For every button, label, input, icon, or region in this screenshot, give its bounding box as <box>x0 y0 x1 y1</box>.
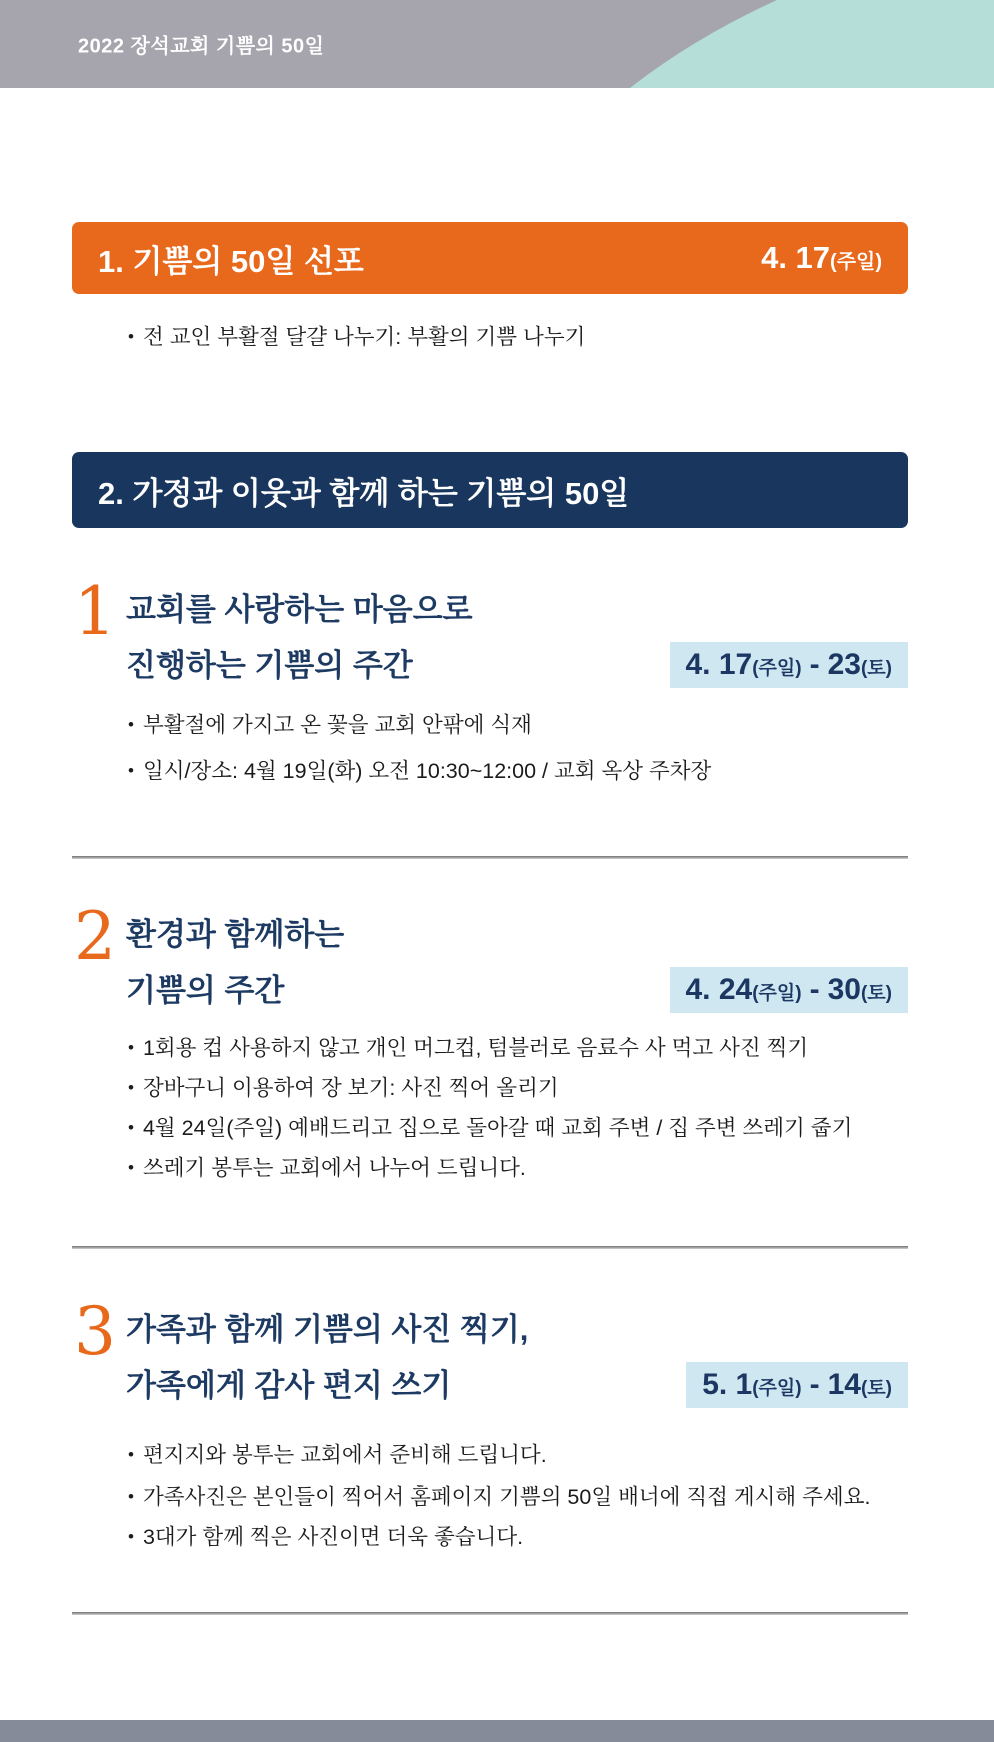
date-dash: - <box>809 648 820 681</box>
section-2-bullet: • 1회용 컵 사용하지 않고 개인 머그컵, 텀블러로 음료수 사 먹고 사진 찍기 <box>128 1035 808 1062</box>
date-dash: - <box>809 1368 820 1401</box>
date-day2: (토) <box>860 658 892 679</box>
date-day2: (토) <box>860 983 892 1004</box>
header-curve-decoration <box>574 0 994 88</box>
proclaim-banner-title: 1. 기쁨의 50일 선포 <box>98 243 364 279</box>
section-2 <box>72 898 908 1205</box>
section-2-number: 2 <box>74 898 116 975</box>
section-1-bullet: • 부활절에 가지고 온 꽃을 교회 안팎에 식재 <box>128 712 532 739</box>
date-main2: 23 <box>827 648 861 681</box>
section-1-number: 1 <box>74 573 116 650</box>
date-day: (주일) <box>752 1378 802 1399</box>
section-3-date-badge <box>686 1362 908 1408</box>
section-3-title-line1: 가족과 함께 기쁨의 사진 찍기, <box>126 1312 529 1347</box>
section-3-bullet: • 편지지와 봉투는 교회에서 준비해 드립니다. <box>128 1442 547 1469</box>
section-2-bullet: • 쓰레기 봉투는 교회에서 나누어 드립니다. <box>128 1155 526 1182</box>
date-main: 4. 24 <box>685 973 753 1006</box>
date-day: (주일) <box>752 658 802 679</box>
footer-bar <box>0 1720 994 1742</box>
date-day2: (토) <box>860 1378 892 1399</box>
section-3 <box>72 1293 908 1570</box>
header <box>0 0 994 88</box>
date-main2: 30 <box>827 973 861 1006</box>
section-2-title-line1: 환경과 함께하는 <box>126 917 345 952</box>
section-3-bullet: • 가족사진은 본인들이 찍어서 홈페이지 기쁨의 50일 배너에 직접 게시해 주세요. <box>128 1484 870 1511</box>
date-main: 4. 17 <box>685 648 753 681</box>
proclaim-banner <box>72 222 908 294</box>
date-day: (주일) <box>752 983 802 1004</box>
header-title: 2022 장석교회 기쁨의 50일 <box>78 35 325 58</box>
section-2-bullet: • 장바구니 이용하여 장 보기: 사진 찍어 올리기 <box>128 1075 559 1102</box>
section-2-date-badge <box>670 967 909 1013</box>
section-2-title-line2: 기쁨의 주간 <box>126 973 285 1008</box>
section-3-title-line2: 가족에게 감사 편지 쓰기 <box>126 1368 452 1403</box>
section-divider <box>72 856 908 859</box>
section-1-title-line2: 진행하는 기쁨의 주간 <box>126 648 413 683</box>
section-divider <box>72 1246 908 1249</box>
proclaim-banner-date <box>761 240 882 276</box>
date-main: 5. 1 <box>702 1368 753 1401</box>
proclaim-bullet: • 전 교인 부활절 달걀 나누기: 부활의 기쁨 나누기 <box>128 324 585 351</box>
section-divider <box>72 1612 908 1615</box>
date-main2: 14 <box>827 1368 861 1401</box>
section-1-title-line1: 교회를 사랑하는 마음으로 <box>126 592 473 627</box>
proclaim-date-main: 4. 17 <box>761 240 831 275</box>
part2-banner-title: 2. 가정과 이웃과 함께 하는 기쁨의 50일 <box>98 475 630 511</box>
section-3-bullet: • 3대가 함께 찍은 사진이면 더욱 좋습니다. <box>128 1524 523 1551</box>
section-1-date-badge <box>670 642 909 688</box>
section-1-bullet: • 일시/장소: 4월 19일(화) 오전 10:30~12:00 / 교회 옥상 주차장 <box>128 758 711 785</box>
part2-banner <box>72 452 908 528</box>
section-1 <box>72 573 908 820</box>
section-2-bullet: • 4월 24일(주일) 예배드리고 집으로 돌아갈 때 교회 주변 / 집 주변 쓰레기 줍기 <box>128 1115 852 1142</box>
proclaim-date-small: (주일) <box>830 251 882 273</box>
section-3-number: 3 <box>74 1293 116 1370</box>
date-dash: - <box>809 973 820 1006</box>
